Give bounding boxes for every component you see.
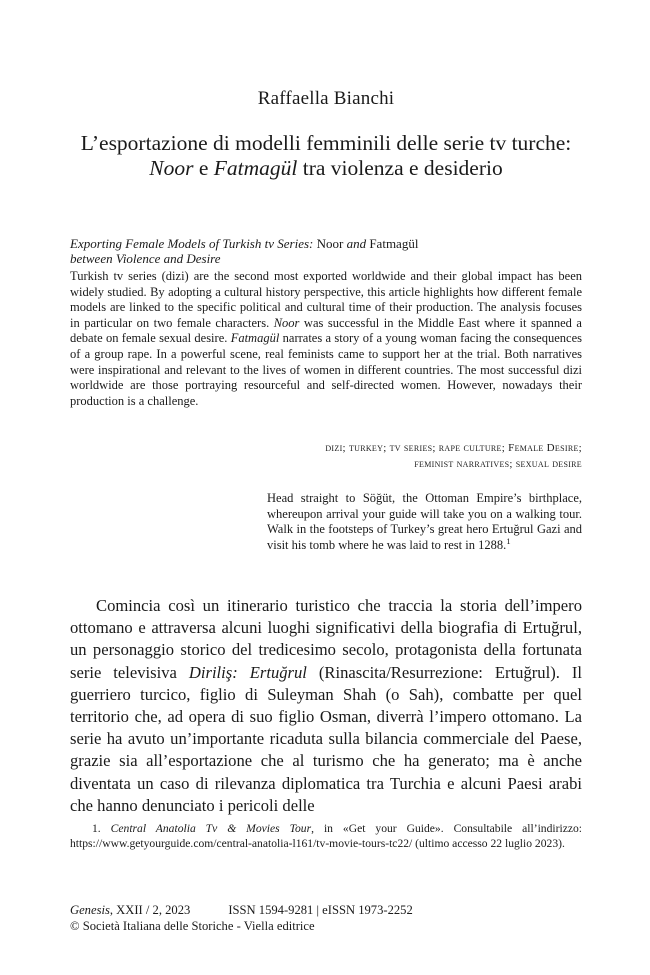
title-connector: e	[193, 156, 214, 180]
series-title: Diriliş: Ertuğrul	[188, 662, 307, 682]
footnote	[70, 821, 582, 851]
body-text-2: (Rinascita/Resurrezione: Ertuğrul). Il guerriero turcico, figlio di Suleyman Shah (o Sah), combatte per quel territorio che, ad opera di suo figlio Osman, diverrà l’impero ottomano. La serie ha avuto un’importante ricaduta sulla bilancia commerciale del Paese, grazie sia all’esportazione che al turismo che ha generato; ma è anche diventata un caso di rilevanza diplomatica tra Turchia e alcuni Paesi arabi che hanno denunciato i pericoli delle	[70, 662, 582, 815]
footer-row-1	[70, 902, 582, 918]
body-paragraph	[70, 595, 582, 817]
article-title	[70, 131, 582, 181]
keywords-line-2: feminist narratives; sexual desire	[414, 457, 582, 470]
abstract	[70, 269, 582, 409]
footnote-number: 1.	[92, 822, 111, 835]
body-text	[70, 595, 582, 817]
footnote-text: , in «Get your Guide». Consultabile all’indirizzo: https://www.getyourguide.com/central-anatolia-l161/tv-movie-tours-tc22/ (ultimo accesso 22 luglio 2023).	[70, 822, 582, 850]
title-fatmagul: Fatmagül	[213, 156, 298, 180]
abstract-text-3: narrates a story of a young woman facing the consequences of a group rape. In a powerful scene, real feminists came to support her at the trial. Both narratives were inspirational and relevant to the lives of women in different countries. The most successful dizi worldwide are those portraying resourceful and self-directed women. However, nowadays their production is a challenge.	[70, 331, 582, 408]
title-rest: tra violenza e desiderio	[297, 156, 503, 180]
journal-issue: , XXII / 2, 2023	[109, 903, 191, 917]
issn: ISSN 1594-9281 | eISSN 1973-2252	[228, 903, 413, 917]
title-line-2	[70, 156, 582, 181]
abstract-text-2: was successful in the Middle East where it spanned a debate on female sexual desire.	[70, 315, 582, 346]
abstract-text-1: Turkish tv series (dizi) are the second most exported worldwide and their global impact has been widely studied. By adopting a cultural history perspective, this article highlights how different female models are linked to the specific political and cultural time of their production. The analysis focuses in particular on two female characters.	[70, 269, 582, 330]
title-line-1: L’esportazione di modelli femminili delle serie tv turche:	[80, 131, 572, 155]
epigraph-text: Head straight to Söğüt, the Ottoman Empire’s birthplace, whereupon arrival your guide will take you on a walking tour. Walk in the footsteps of Turkey’s great hero Ertuğrul Gazi and visit his tomb where he was laid to rest in 1288.	[267, 491, 582, 552]
body-text-1: Comincia così un itinerario turistico che traccia la storia dell’impero ottomano e attraversa alcuni luoghi significativi della biografia di Ertuğrul, un personaggio storico del tredicesimo secolo, protagonista della fortunata serie televisiva	[70, 596, 582, 682]
abstract-fatmagul: Fatmagül	[230, 331, 280, 346]
abstract-title-fatmagul: Fatmagül	[366, 236, 419, 251]
abstract-title-part2: between Violence and Desire	[70, 251, 221, 266]
title-noor: Noor	[149, 156, 194, 180]
footnote-1	[70, 821, 582, 851]
copyright: © Società Italiana delle Storiche - Viella editrice	[70, 919, 315, 933]
page-footer	[70, 902, 582, 934]
abstract-title-and: and	[346, 236, 367, 251]
journal-name: Genesis	[70, 903, 110, 917]
keywords	[202, 441, 582, 472]
keywords-line-1: dizi; turkey; tv series; rape culture; Female Desire;	[325, 442, 582, 454]
author-name: Raffaella Bianchi	[257, 88, 395, 109]
footnote-title: Central Anatolia Tv & Movies Tour	[110, 822, 312, 835]
epigraph	[267, 491, 582, 553]
abstract-title-part1: Exporting Female Models of Turkish tv Series:	[70, 236, 314, 251]
footnote-ref[interactable]: 1	[506, 535, 511, 546]
abstract-noor: Noor	[273, 315, 300, 330]
abstract-title-noor: Noor	[313, 236, 347, 251]
abstract-title	[70, 236, 582, 266]
